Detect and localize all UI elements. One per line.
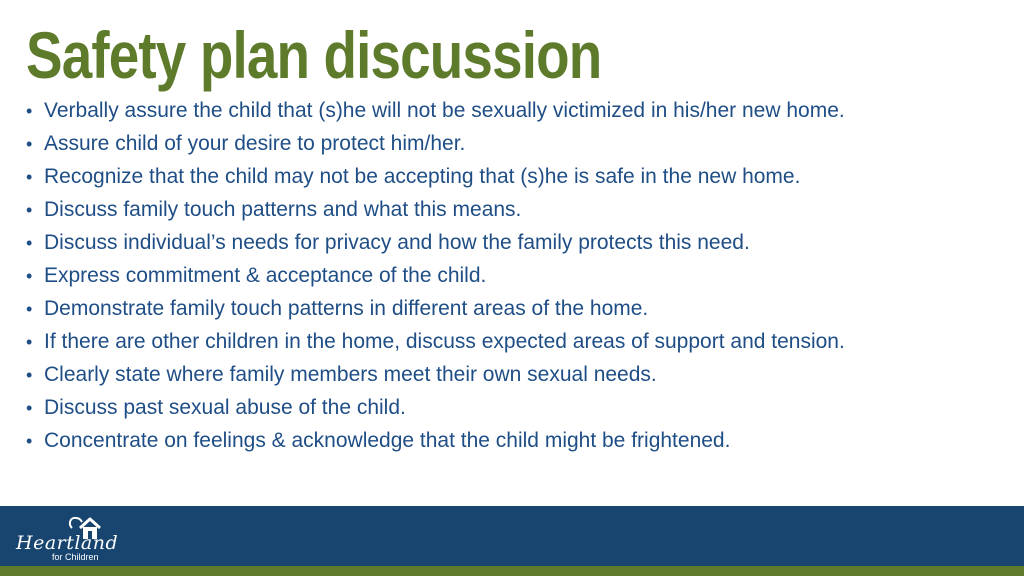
bullet-text: Assure child of your desire to protect him/her. [44,132,466,155]
slide-title: Safety plan discussion [26,18,602,92]
bullet-dot: • [26,365,33,385]
bullet-dot: • [26,332,33,352]
footer-bar [0,506,1024,566]
bullet-text: Express commitment & acceptance of the child. [44,264,487,287]
bullet-text: Concentrate on feelings & acknowledge that the child might be frightened. [44,429,731,452]
bullet-item [26,430,1006,452]
logo-subtext: for Children [52,552,99,562]
bullet-dot: • [26,431,33,451]
bullet-text: Discuss family touch patterns and what this means. [44,198,522,221]
bullet-item [26,100,1006,122]
bullet-text: Clearly state where family members meet their own sexual needs. [44,363,657,386]
bullet-item [26,364,1006,386]
bullet-dot: • [26,167,33,187]
bullet-item [26,133,1006,155]
bullet-list [26,100,1006,463]
bullet-item [26,265,1006,287]
bullet-item [26,298,1006,320]
bullet-item [26,331,1006,353]
bullet-item [26,199,1006,221]
bullet-text: Discuss past sexual abuse of the child. [44,396,406,419]
bullet-dot: • [26,398,33,418]
bullet-text: Recognize that the child may not be accepting that (s)he is safe in the new home. [44,165,801,188]
bullet-text: If there are other children in the home, discuss expected areas of support and tension. [44,330,845,353]
bullet-dot: • [26,299,33,319]
bullet-item [26,232,1006,254]
bullet-dot: • [26,233,33,253]
bullet-dot: • [26,266,33,286]
bullet-text: Discuss individual’s needs for privacy and how the family protects this need. [44,231,750,254]
bullet-dot: • [26,200,33,220]
bullet-dot: • [26,134,33,154]
footer-stripe [0,566,1024,576]
bullet-item [26,397,1006,419]
bullet-item [26,166,1006,188]
bullet-dot: • [26,101,33,121]
bullet-text: Verbally assure the child that (s)he will not be sexually victimized in his/her new home. [44,99,845,122]
heartland-logo [14,512,119,564]
bullet-text: Demonstrate family touch patterns in different areas of the home. [44,297,649,320]
logo-wordmark: Heartland [16,532,119,554]
